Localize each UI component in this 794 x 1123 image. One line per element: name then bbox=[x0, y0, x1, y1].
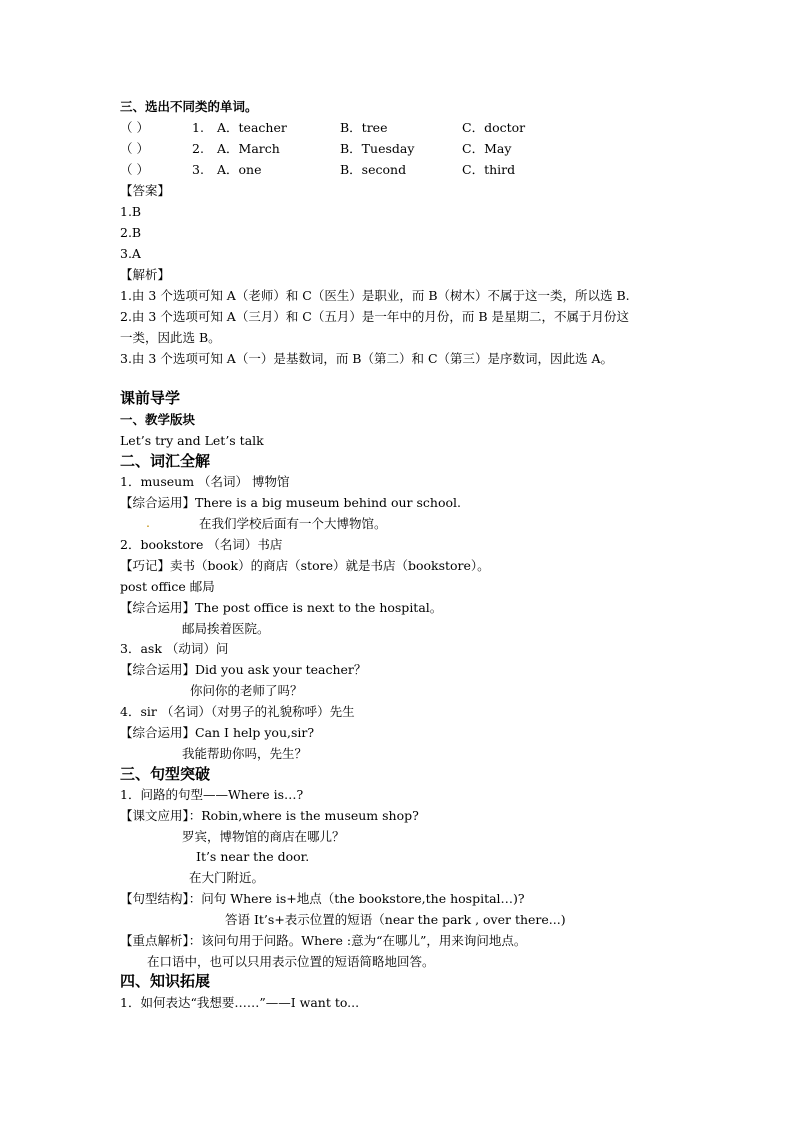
vocab-museum-translation: 在我们学校后面有一个大博物馆。 bbox=[199, 516, 387, 531]
option-a: A．March bbox=[217, 141, 280, 156]
section-title-choose: 三、选出不同类的单词。 bbox=[120, 99, 258, 114]
option-a: A．teacher bbox=[217, 120, 287, 135]
section-title-vocab: 二、词汇全解 bbox=[120, 452, 211, 470]
pattern-reply-translation: 在大门附近。 bbox=[189, 870, 265, 885]
question-number: 3. bbox=[192, 162, 204, 177]
pattern-text-translation: 罗宾，博物馆的商店在哪儿？ bbox=[182, 829, 345, 844]
vocab-ask: 3．ask （动词）问 bbox=[120, 641, 229, 656]
vocab-sir-translation: 我能帮助你吗，先生？ bbox=[182, 746, 308, 761]
option-c: C．May bbox=[462, 141, 512, 156]
answer-item: 2.B bbox=[120, 225, 142, 240]
vocab-museum: 1．museum （名词） 博物馆 bbox=[120, 474, 290, 489]
pattern-structure-answer: 答语 It’s+表示位置的短语（near the park , over there...) bbox=[225, 912, 566, 927]
section-title-pattern: 三、句型突破 bbox=[120, 765, 211, 783]
question-number: 1. bbox=[192, 120, 204, 135]
vocab-bookstore-tip: 【巧记】卖书（book）的商店（store）就是书店（bookstore）。 bbox=[120, 558, 490, 573]
vocab-post-office-usage: 【综合运用】The post office is next to the hospital。 bbox=[120, 600, 443, 615]
option-c: C．third bbox=[462, 162, 516, 177]
vocab-bookstore: 2．bookstore （名词）书店 bbox=[120, 537, 283, 552]
vocab-sir-usage: 【综合运用】Can I help you,sir? bbox=[120, 725, 315, 740]
pattern-key-analysis-cont: 在口语中，也可以只用表示位置的短语简略地回答。 bbox=[147, 954, 435, 969]
vocab-museum-usage: 【综合运用】There is a big museum behind our school. bbox=[120, 495, 461, 510]
extension-item: 1．如何表达“我想要……”——I want to... bbox=[120, 995, 360, 1010]
analysis-line: 1.由 3 个选项可知 A（老师）和 C（医生）是职业，而 B（树木）不属于这一类，所以选 B. bbox=[120, 288, 630, 303]
question-paren: （ ） bbox=[120, 141, 149, 156]
pattern-text-usage: 【课文应用】：Robin,where is the museum shop? bbox=[120, 808, 419, 823]
pattern-reply: It’s near the door. bbox=[196, 849, 310, 864]
section-title-teaching: 一、教学版块 bbox=[120, 412, 196, 427]
answer-item: 1.B bbox=[120, 204, 142, 219]
decor-dot: . bbox=[146, 515, 150, 530]
pattern-structure: 【句型结构】：问句 Where is+地点（the bookstore,the hospital…)? bbox=[120, 891, 525, 906]
vocab-sir: 4．sir （名词）（对男子的礼貌称呼）先生 bbox=[120, 704, 355, 719]
option-b: B．second bbox=[340, 162, 407, 177]
analysis-line: 2.由 3 个选项可知 A（三月）和 C（五月）是一年中的月份，而 B 是星期二，不属于月份这 bbox=[120, 309, 629, 324]
option-c: C．doctor bbox=[462, 120, 526, 135]
vocab-post-office: post office 邮局 bbox=[120, 579, 215, 594]
teaching-content: Let’s try and Let’s talk bbox=[120, 433, 264, 448]
answer-item: 3.A bbox=[120, 246, 141, 261]
option-b: B．tree bbox=[340, 120, 388, 135]
question-number: 2. bbox=[192, 141, 204, 156]
question-paren: （ ） bbox=[120, 120, 149, 135]
analysis-line: 3.由 3 个选项可知 A（一）是基数词，而 B（第二）和 C（第三）是序数词，因此选 A。 bbox=[120, 351, 614, 366]
vocab-ask-translation: 你问你的老师了吗？ bbox=[190, 683, 303, 698]
guide-title: 课前导学 bbox=[120, 389, 181, 407]
pattern-key-analysis: 【重点解析】：该问句用于问路。Where :意为“在哪儿”，用来询问地点。 bbox=[120, 933, 527, 948]
option-a: A．one bbox=[217, 162, 262, 177]
vocab-post-office-translation: 邮局挨着医院。 bbox=[182, 621, 270, 636]
analysis-line: 一类，因此选 B。 bbox=[120, 330, 221, 345]
question-paren: （ ） bbox=[120, 162, 149, 177]
pattern-item: 1．问路的句型——Where is…? bbox=[120, 787, 304, 802]
analysis-label: 【解析】 bbox=[120, 267, 171, 282]
vocab-ask-usage: 【综合运用】Did you ask your teacher？ bbox=[120, 662, 367, 677]
option-b: B．Tuesday bbox=[340, 141, 415, 156]
section-title-extension: 四、知识拓展 bbox=[120, 972, 211, 990]
answer-label: 【答案】 bbox=[120, 183, 171, 198]
